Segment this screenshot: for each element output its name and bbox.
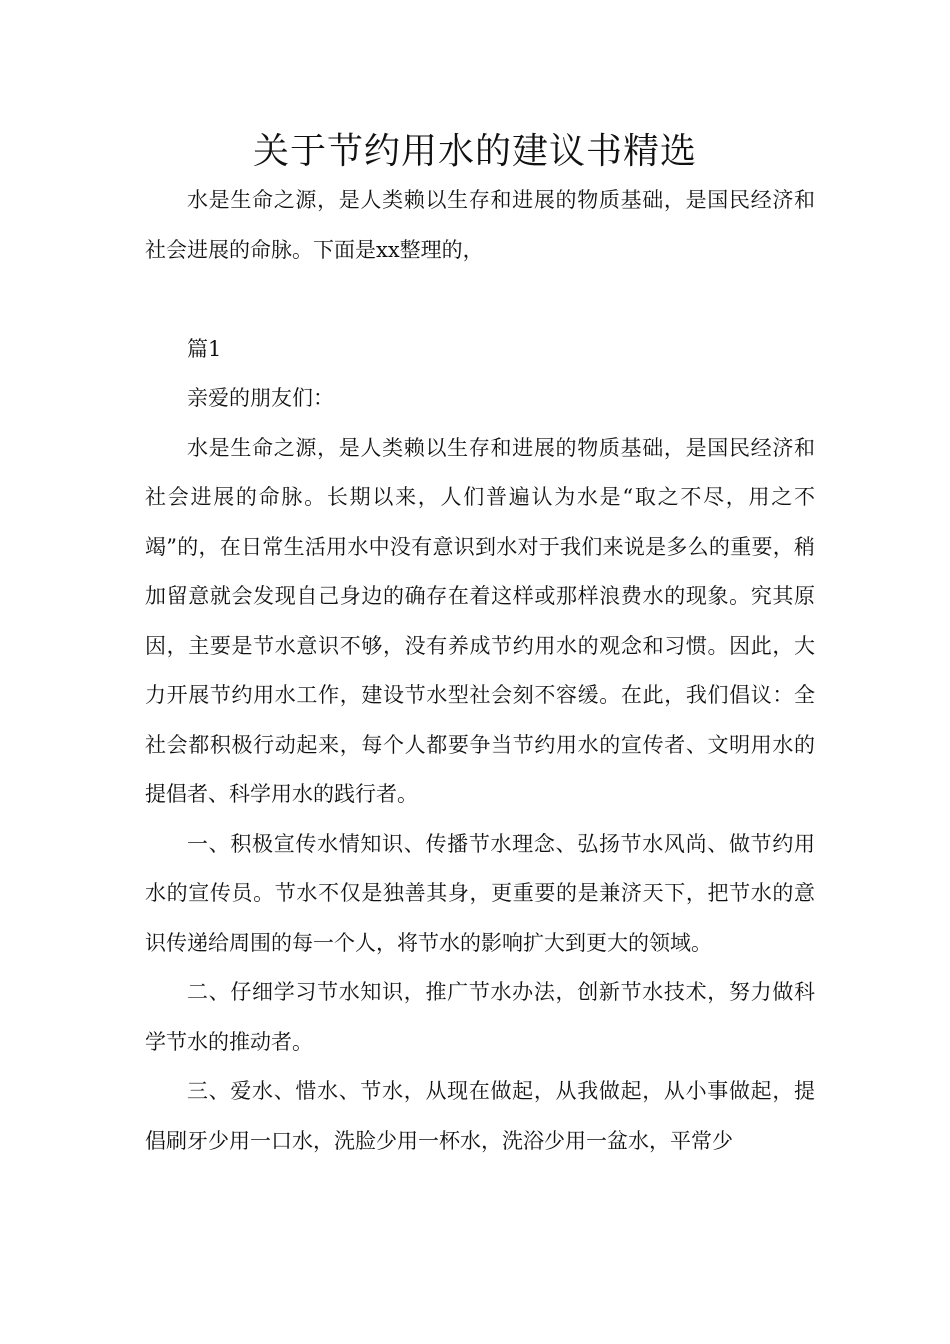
- body-paragraph: 二、仔细学习节水知识，推广节水办法，创新节水技术，努力做科学节水的推动者。: [145, 980, 815, 1054]
- body-paragraph: 水是生命之源，是人类赖以生存和进展的物质基础，是国民经济和社会进展的命脉。长期以来，人们普遍认为水是“取之不尽，用之不竭”的，在日常生活用水中没有意识到水对于我们来说是多么的重要，稍加留意就会发现自己身边的确存在着这样或那样浪费水的现象。究其原因，主要是节水意识不够，没有养成节约用水的观念和习惯。因此，大力开展节约用水工作，建设节水型社会刻不容缓。在此，我们倡议：全社会都积极行动起来，每个人都要争当节约用水的宣传者、文明用水的提倡者、科学用水的践行者。: [145, 435, 815, 806]
- document-title: 关于节约用水的建议书精选: [252, 131, 697, 172]
- document-body: [145, 176, 815, 1166]
- body-paragraph: 三、爱水、惜水、节水，从现在做起，从我做起，从小事做起，提倡刷牙少用一口水，洗脸少用一杯水，洗浴少用一盆水，平常少: [145, 1079, 815, 1153]
- greeting: 亲爱的朋友们：: [187, 386, 334, 410]
- blank-line: [145, 275, 815, 325]
- body-paragraph: 一、积极宣传水情知识、传播节水理念、弘扬节水风尚、做节约用水的宣传员。节水不仅是独善其身，更重要的是兼济天下，把节水的意识传递给周围的每一个人，将节水的影响扩大到更大的领域。: [145, 831, 815, 955]
- intro-paragraph: 水是生命之源，是人类赖以生存和进展的物质基础，是国民经济和社会进展的命脉。下面是xx整理的，: [145, 188, 815, 262]
- section-label: 篇1: [187, 336, 222, 361]
